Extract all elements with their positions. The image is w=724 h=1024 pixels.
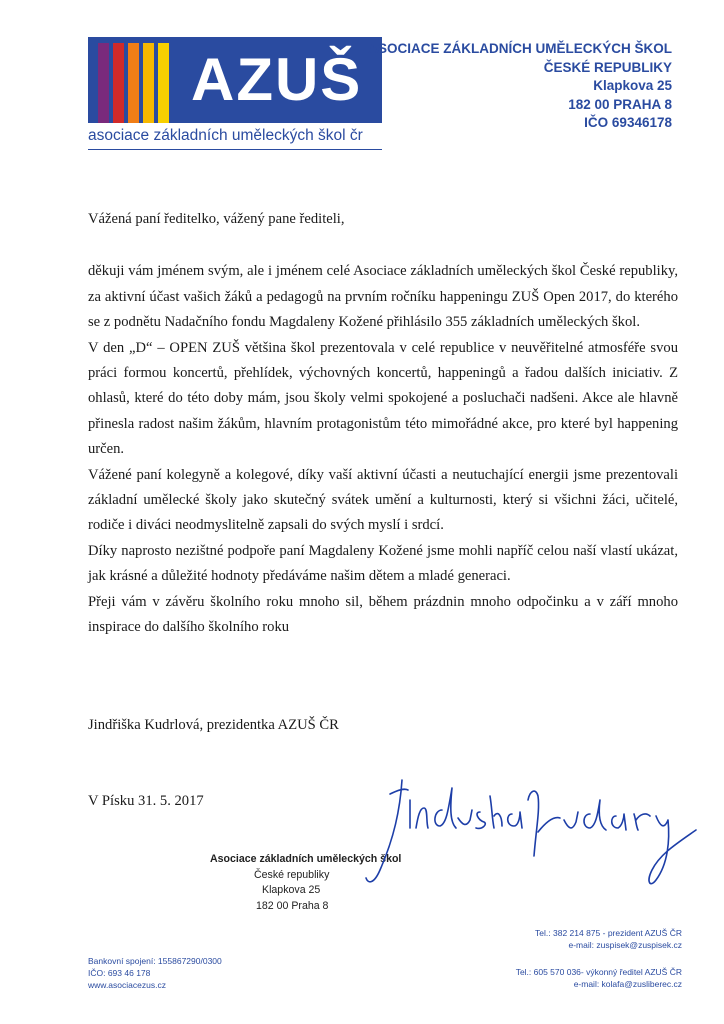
letter-paragraph: Díky naprosto nezištné podpoře paní Magdaleny Kožené jsme mohli napříč celou naší vlastí ukázat, jak krásné a důležité hodnoty předáváme našim dětem a mladé generaci. <box>88 542 678 585</box>
signatory-line: Jindřiška Kudrlová, prezidentka AZUŠ ČR <box>88 717 339 733</box>
header-address <box>368 40 672 133</box>
letter-body <box>88 207 678 641</box>
logo-wordmark: AZUŠ <box>191 46 363 113</box>
header-ico: IČO 69346178 <box>584 115 672 130</box>
footer-director-email: e-mail: kolafa@zusliberec.cz <box>573 979 682 989</box>
logo-stripes <box>98 43 184 123</box>
logo-stripe <box>143 43 154 123</box>
header-org-country: ČESKÉ REPUBLIKY <box>543 59 672 75</box>
logo-subtitle: asociace základních uměleckých škol čr <box>88 123 382 150</box>
letter-paragraph: děkuji vám jménem svým, ale i jménem celé Asociace základních uměleckých škol České republiky, za aktivní účast vašich žáků a pedagogů na prvním ročníku happeningu ZUŠ Open 2017, do kterého se z podnětu Nadačního fondu Magdaleny Kožené přihlásilo 355 základních uměleckých škol. <box>88 263 678 331</box>
header-city: 182 00 PRAHA 8 <box>568 96 672 112</box>
footer-ico: IČO: 693 46 178 <box>88 968 151 978</box>
letter-paragraph: Vážené paní kolegyně a kolegové, díky vaší aktivní účasti a neutuchající energii jsme prezentovali základní umělecké školy jako skutečný svátek umění a kulturnosti, který si všichni žáci, učitelé, rodiče i diváci neodmyslitelně zapsali do svých myslí i srdcí. <box>88 466 678 534</box>
logo-banner <box>88 37 382 123</box>
footer-contacts <box>516 927 682 990</box>
logo-stripe <box>113 43 124 123</box>
footer-president-email: e-mail: zuspisek@zuspisek.cz <box>568 940 682 950</box>
logo-stripe <box>128 43 139 123</box>
stamp-line: Klapkova 25 <box>262 884 321 896</box>
footer-president-phone: Tel.: 382 214 875 - prezident AZUŠ ČR <box>535 928 682 938</box>
footer-director-phone: Tel.: 605 570 036- výkonný ředitel AZUŠ ČR <box>515 967 682 977</box>
logo-stripe <box>158 43 169 123</box>
handwritten-signature <box>360 760 700 920</box>
logo-stripe <box>98 43 109 123</box>
stamp-line: 182 00 Praha 8 <box>256 899 329 912</box>
stamp-line: České republiky <box>254 868 330 881</box>
footer-bank-account: Bankovní spojení: 155867290/0300 <box>88 956 222 966</box>
salutation: Vážená paní ředitelko, vážený pane řediteli, <box>88 211 345 227</box>
footer-website: www.asociacezus.cz <box>88 980 166 990</box>
azus-logo <box>88 37 382 149</box>
header-street: Klapkova 25 <box>593 78 672 93</box>
letter-paragraph: Přeji vám v závěru školního roku mnoho sil, během prázdnin mnoho odpočinku a v září mnoho inspirace do dalšího školního roku <box>88 593 678 636</box>
footer-bank-info <box>88 955 222 991</box>
place-date: V Písku 31. 5. 2017 <box>88 793 204 809</box>
header-org-name: ASOCIACE ZÁKLADNÍCH UMĚLECKÝCH ŠKOL <box>368 41 672 56</box>
organization-stamp <box>210 852 402 914</box>
stamp-line: Asociace základních uměleckých škol <box>210 853 402 865</box>
letter-paragraph: V den „D“ – OPEN ZUŠ většina škol prezentovala v celé republice v neuvěřitelné atmosféře svou práci formou koncertů, přehlídek, výchovných koncertů, happeningů a řadou dalších iniciativ. Z ohlasů, které do této doby mám, jsou školy velmi spokojené a posluchači nadšeni. Akce ale hlavně přinesla radost našim žákům, hlavním protagonistům této mimořádné akce, pro které byl happening určen. <box>88 339 678 458</box>
